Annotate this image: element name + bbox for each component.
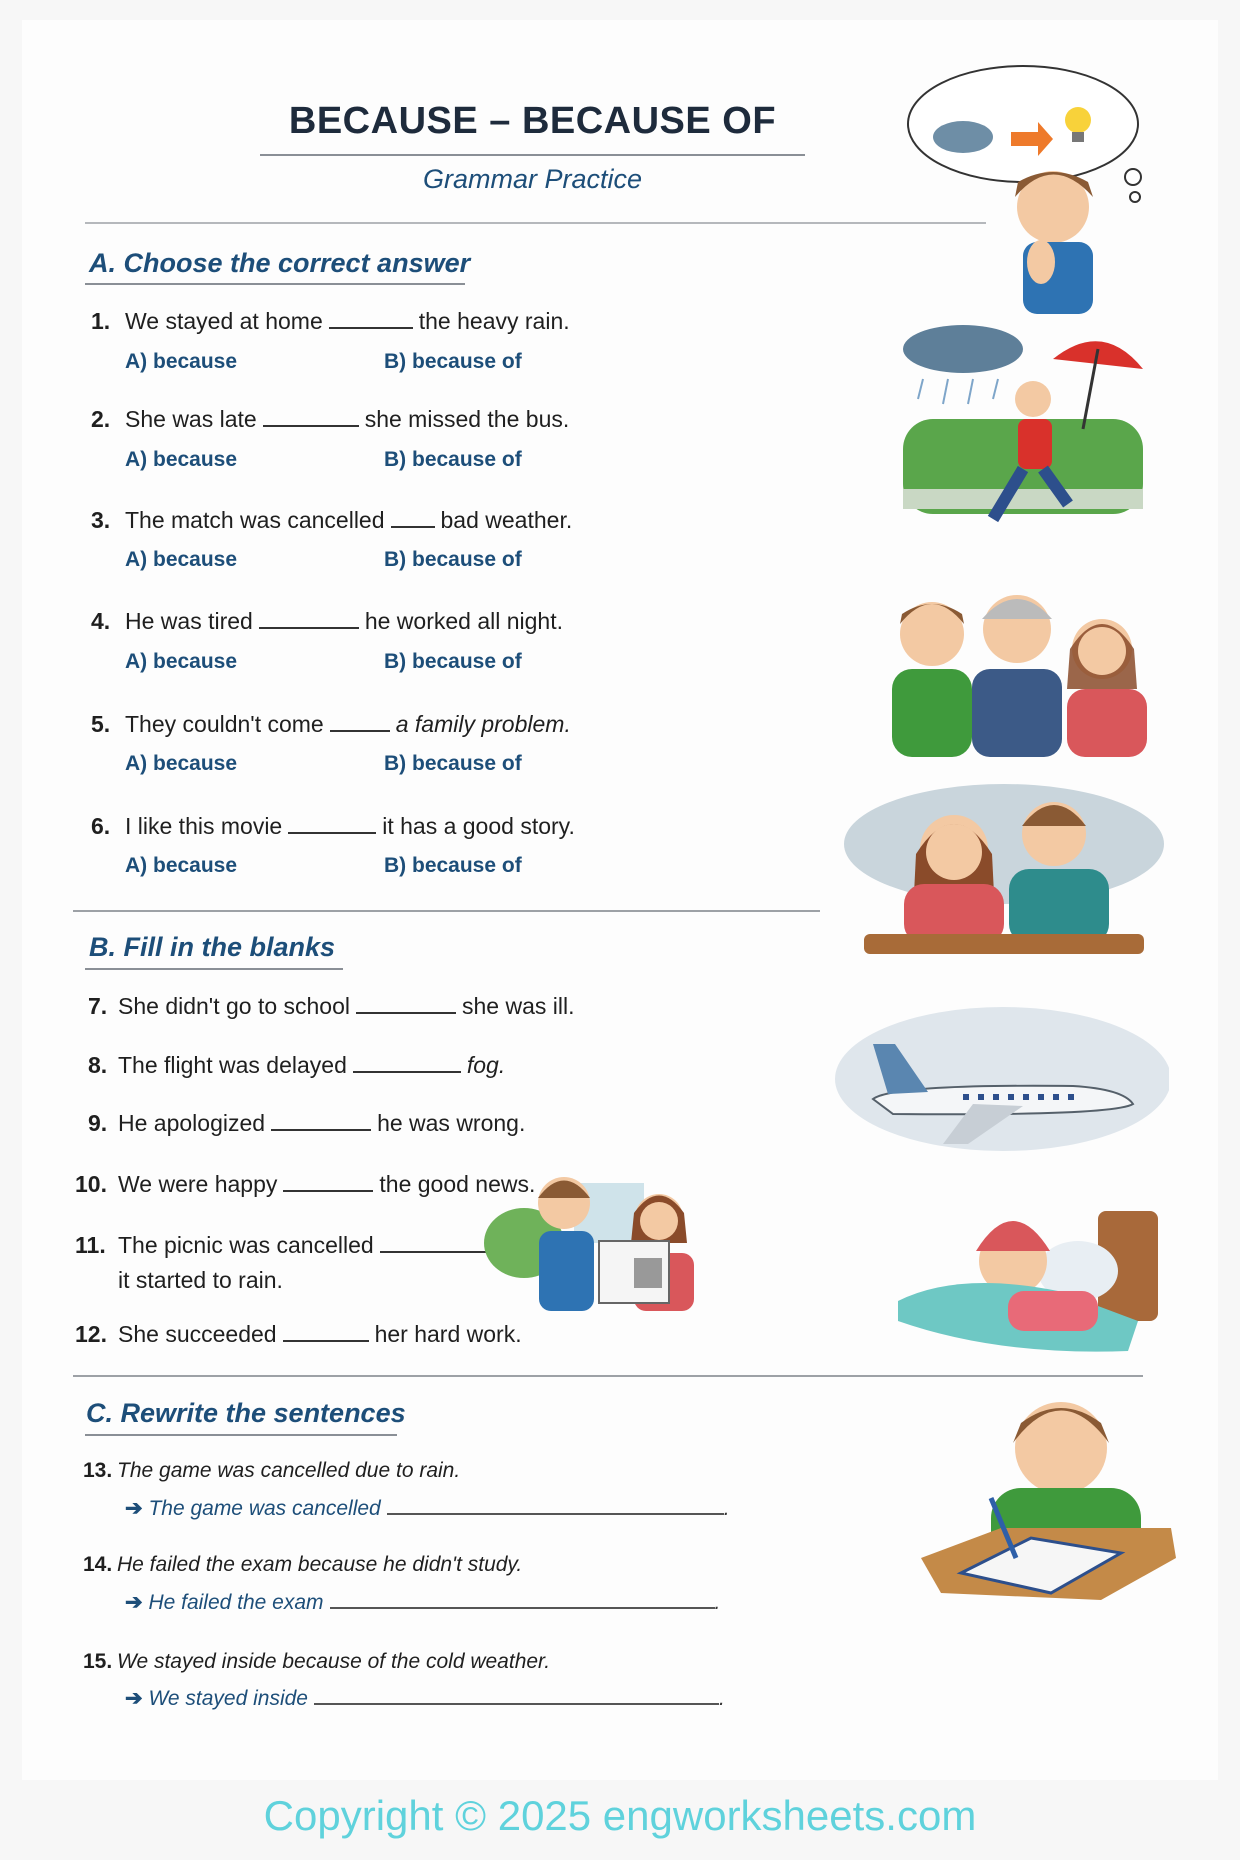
question-11-continued: it started to rain. (118, 1267, 283, 1293)
question-7 (88, 993, 574, 1020)
page-subtitle: Grammar Practice (422, 164, 643, 194)
question-text: The picnic was cancelled (118, 1232, 374, 1258)
option-b[interactable]: B) because of (384, 448, 522, 471)
option-a[interactable]: A) because (125, 548, 238, 571)
question-text: He apologized (118, 1110, 266, 1136)
question-2 (91, 406, 569, 433)
question-text: bad weather. (440, 507, 573, 533)
question-text: She succeeded (118, 1321, 277, 1347)
question-text: she missed the bus. (364, 406, 570, 432)
question-number: 7. (88, 993, 108, 1019)
question-8 (88, 1052, 505, 1079)
rewrite-answer-15: ➔ We stayed inside . (125, 1687, 725, 1710)
option-b[interactable]: B) because of (384, 350, 522, 373)
option-a[interactable]: A) because (125, 350, 238, 373)
question-3 (91, 507, 572, 534)
arrow-icon: ➔ (125, 1591, 149, 1614)
option-a[interactable]: A) because (125, 854, 238, 877)
question-text: She was late (125, 406, 257, 432)
answer-line[interactable] (387, 1511, 724, 1515)
title-underline (260, 154, 805, 156)
question-number: 15. (83, 1650, 113, 1673)
question-text: We stayed at home (125, 308, 323, 334)
answer-blank[interactable] (283, 1188, 373, 1192)
question-text: the heavy rain. (418, 308, 570, 334)
question-9 (88, 1110, 525, 1137)
question-number: 9. (88, 1110, 108, 1136)
option-b[interactable]: B) because of (384, 752, 522, 775)
rewrite-prompt: The game was cancelled (148, 1497, 381, 1520)
answer-blank[interactable] (271, 1127, 371, 1131)
option-a[interactable]: A) because (125, 752, 238, 775)
answer-blank[interactable] (380, 1249, 486, 1253)
question-6 (91, 813, 575, 840)
question-number: 5. (91, 711, 111, 737)
question-text: a family problem. (395, 711, 571, 737)
sick-girl-in-bed-illustration (898, 1181, 1163, 1358)
section-b-underline (85, 968, 343, 970)
rewrite-answer-14: ➔ He failed the exam . (125, 1591, 721, 1614)
section-c-heading: C. Rewrite the sentences (86, 1398, 406, 1428)
section-a-heading: A. Choose the correct answer (89, 248, 471, 278)
section-divider (73, 1375, 1143, 1377)
question-14 (83, 1553, 522, 1577)
option-b[interactable]: B) because of (384, 548, 522, 571)
kids-reading-news-illustration (484, 1163, 720, 1313)
thinking-boy-illustration (903, 62, 1153, 314)
copyright-footer: Copyright © 2025 engworksheets.com (263, 1792, 977, 1839)
section-b-heading: B. Fill in the blanks (89, 932, 336, 962)
option-a[interactable]: A) because (125, 650, 238, 673)
option-b[interactable]: B) because of (384, 854, 522, 877)
question-text: He was tired (125, 608, 253, 634)
airplane-in-fog-illustration (833, 1004, 1169, 1164)
answer-blank[interactable] (391, 524, 435, 528)
header-divider (85, 222, 986, 224)
question-13 (83, 1459, 460, 1483)
question-number: 4. (91, 608, 111, 634)
girl-running-in-rain-illustration (903, 319, 1148, 564)
question-4 (91, 608, 563, 635)
question-text: she was ill. (462, 993, 575, 1019)
question-number: 13. (83, 1459, 113, 1482)
question-5 (91, 711, 571, 738)
question-text: I like this movie (125, 813, 283, 839)
question-text: They couldn't come (125, 711, 324, 737)
question-text: he was wrong. (377, 1110, 526, 1136)
answer-blank[interactable] (259, 625, 359, 629)
boy-writing-illustration (921, 1388, 1181, 1600)
question-text: her hard work. (374, 1321, 522, 1347)
answer-blank[interactable] (329, 325, 413, 329)
question-11 (75, 1232, 492, 1259)
rewrite-prompt: We stayed inside (148, 1687, 308, 1710)
answer-blank[interactable] (283, 1338, 369, 1342)
answer-blank[interactable] (353, 1069, 461, 1073)
question-text: We were happy (118, 1171, 278, 1197)
arrow-icon: ➔ (125, 1687, 149, 1710)
section-a-underline (85, 283, 465, 285)
question-1 (91, 308, 570, 335)
section-c-underline (85, 1434, 397, 1436)
question-number: 8. (88, 1052, 108, 1078)
question-number: 12. (75, 1321, 107, 1347)
question-text: He failed the exam because he didn't study. (117, 1553, 523, 1576)
page-title: BECAUSE – BECAUSE OF (288, 100, 777, 142)
option-b[interactable]: B) because of (384, 650, 522, 673)
question-number: 6. (91, 813, 111, 839)
question-text: he worked all night. (364, 608, 564, 634)
answer-blank[interactable] (356, 1010, 456, 1014)
couple-at-table-illustration (844, 774, 1169, 958)
question-number: 1. (91, 308, 111, 334)
question-text: The match was cancelled (125, 507, 385, 533)
option-a[interactable]: A) because (125, 448, 238, 471)
question-number: 3. (91, 507, 111, 533)
answer-blank[interactable] (288, 830, 376, 834)
question-text: it has a good story. (382, 813, 575, 839)
answer-line[interactable] (330, 1605, 715, 1609)
answer-blank[interactable] (330, 728, 390, 732)
section-divider (73, 910, 820, 912)
question-12 (75, 1321, 522, 1348)
arrow-icon: ➔ (125, 1497, 149, 1520)
question-text: The flight was delayed (118, 1052, 347, 1078)
family-illustration (862, 579, 1164, 757)
question-15 (83, 1650, 550, 1674)
question-text: fog. (466, 1052, 506, 1078)
question-number: 2. (91, 406, 111, 432)
question-10 (75, 1171, 535, 1198)
question-number: 14. (83, 1553, 113, 1576)
rewrite-prompt: He failed the exam (148, 1591, 324, 1614)
question-number: 10. (75, 1171, 107, 1197)
question-text: We stayed inside because of the cold weather. (117, 1650, 551, 1673)
question-text: The game was cancelled due to rain. (117, 1459, 461, 1482)
answer-blank[interactable] (263, 423, 359, 427)
question-text: She didn't go to school (118, 993, 350, 1019)
rewrite-answer-13: ➔ The game was cancelled . (125, 1497, 730, 1520)
answer-line[interactable] (314, 1701, 719, 1705)
question-text: the good news. (379, 1171, 536, 1197)
question-number: 11. (75, 1232, 106, 1258)
